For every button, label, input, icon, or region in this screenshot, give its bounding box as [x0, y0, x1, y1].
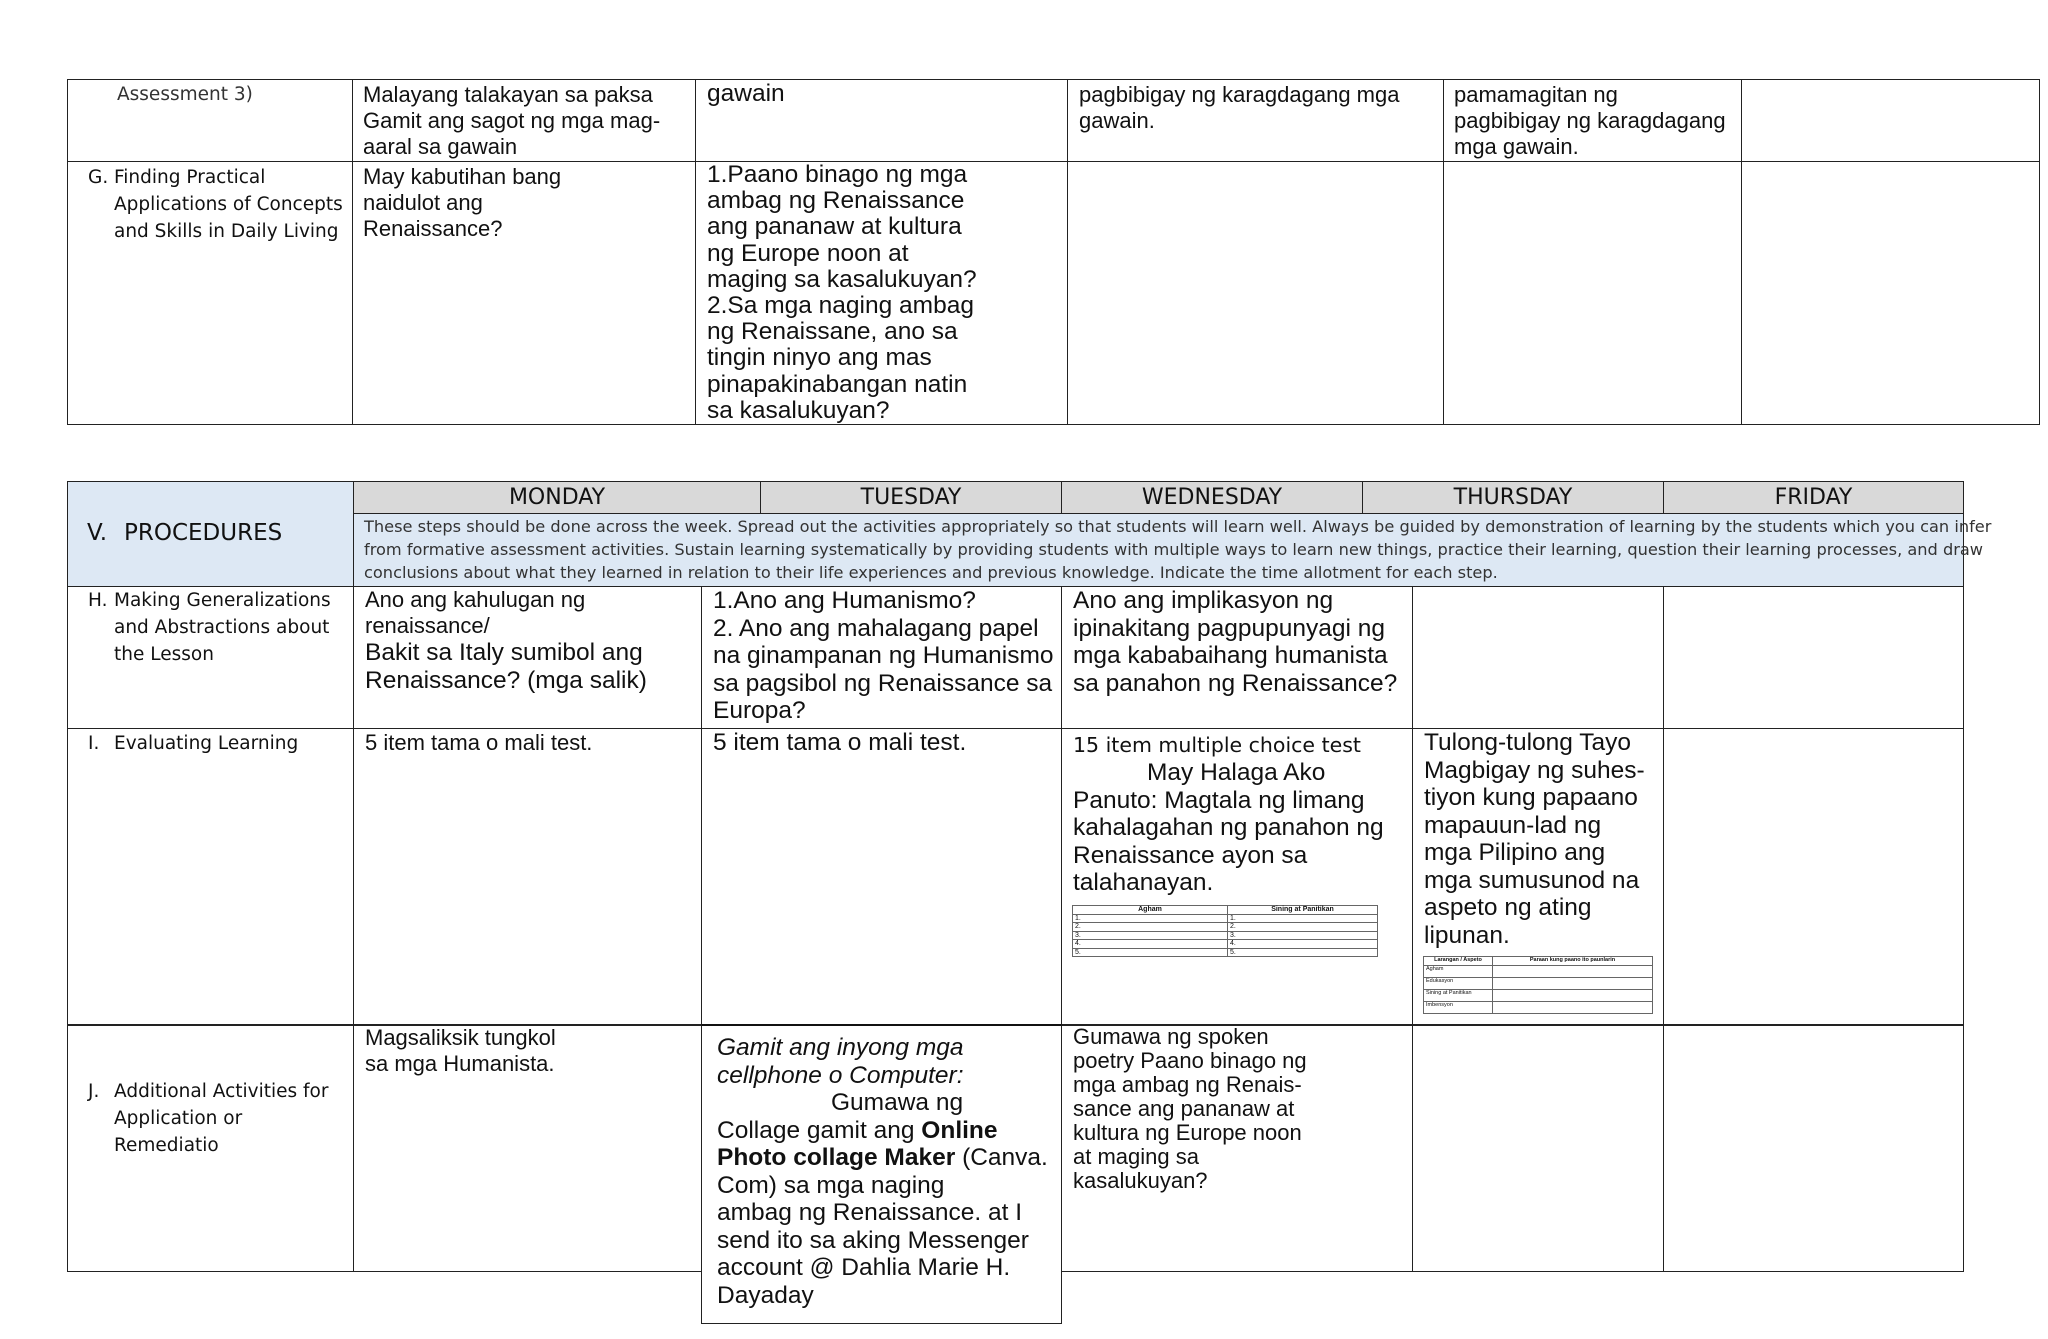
row-f-tuesday-cell	[696, 80, 1068, 162]
row-j-tuesday-line: Com) sa mga naging	[717, 1171, 945, 1199]
row-h-tuesday-line: 2. Ano ang mahalagang papel	[713, 614, 1039, 642]
row-j-wednesday-line: Gumawa ng spoken	[1073, 1024, 1269, 1049]
row-i-tuesday-text: 5 item tama o mali test.	[713, 729, 967, 756]
procedures-note-line: from formative assessment activities. Sustain learning systematically by providing students with multiple ways to learn new things, practice their learning, question their learning processes, and draw	[364, 540, 1984, 559]
row-g-tuesday-line: 2.Sa mga naging ambag	[707, 292, 974, 320]
row-j-wednesday-line: sance ang pananaw at	[1073, 1096, 1295, 1121]
mini-table-cell: 5.	[1228, 948, 1378, 957]
row-h-monday-large-line: Bakit sa Italy sumibol ang	[365, 639, 643, 666]
row-j-label-line: Additional Activities for	[114, 1081, 329, 1102]
row-j-letter: J.	[88, 1081, 100, 1102]
row-f-label-cell	[68, 80, 353, 162]
row-h-wednesday-line: mga kababaihang humanista	[1073, 642, 1388, 669]
top-lesson-table	[67, 79, 2040, 425]
row-j-tuesday-italic-line: Gamit ang inyong mga	[717, 1034, 964, 1061]
row-g-tuesday-line: ambag ng Renaissance	[707, 187, 965, 215]
row-j-wednesday-cell	[1061, 1024, 1413, 1272]
row-j-label-line: Remediatio	[114, 1135, 219, 1156]
row-h-tuesday-cell	[701, 586, 1062, 729]
row-f-thursday-cell	[1444, 80, 1742, 162]
row-g-tuesday-line: ng Renaissane, ano sa	[707, 318, 958, 346]
row-h-friday-cell	[1663, 586, 1964, 729]
row-i-thursday-line: mga Pilipino ang	[1424, 839, 1606, 866]
row-h-label-line: and Abstractions about	[114, 617, 330, 638]
row-g-label-line: and Skills in Daily Living	[114, 221, 339, 242]
row-h-label-line: Making Generalizations	[114, 590, 331, 611]
row-i-wednesday-title: May Halaga Ako	[1147, 759, 1326, 786]
row-j-tuesday-bold: Online	[921, 1116, 998, 1144]
row-i-tuesday-cell	[701, 728, 1062, 1026]
row-g-monday-line: May kabutihan bang	[363, 164, 562, 189]
row-i-wednesday-heading: 15 item multiple choice test	[1073, 733, 1361, 757]
row-j-friday-cell	[1663, 1024, 1964, 1272]
row-i-wednesday-body-line: talahanayan.	[1073, 869, 1214, 896]
row-g-tuesday-line: pinapakinabangan natin	[707, 370, 968, 398]
row-g-tuesday-line: maging sa kasalukuyan?	[707, 265, 977, 293]
row-j-tuesday-line: account @ Dahlia Marie H.	[717, 1254, 1011, 1281]
row-j-wednesday-line: kasalukuyan?	[1073, 1168, 1208, 1193]
row-j-tuesday-italic-line: cellphone o Computer:	[717, 1061, 964, 1089]
day-header-label: THURSDAY	[1453, 485, 1573, 510]
row-i-monday-cell	[353, 728, 702, 1026]
day-header-friday	[1663, 481, 1964, 514]
row-g-tuesday-line: tingin ninyo ang mas	[707, 344, 932, 372]
row-g-letter: G.	[88, 167, 109, 188]
mini-table-cell: 1.	[1073, 914, 1228, 923]
day-header-label: WEDNESDAY	[1141, 485, 1283, 510]
row-f-wednesday-line: pagbibigay ng karagdagang mga	[1079, 82, 1400, 107]
mini-table-cell: 5.	[1073, 948, 1228, 957]
row-j-monday-line: Magsaliksik tungkol	[365, 1025, 556, 1050]
row-g-tuesday-line: ang pananaw at kultura	[707, 213, 962, 241]
day-header-label: FRIDAY	[1774, 485, 1853, 510]
row-g-monday-cell	[353, 162, 696, 425]
row-i-wednesday-cell	[1061, 728, 1413, 1026]
row-j-tuesday-indent: Gumawa ng	[831, 1089, 964, 1116]
mini-table-cell: 2.	[1228, 923, 1378, 932]
day-header-thursday	[1362, 481, 1664, 514]
row-f-thursday-line: mga gawain.	[1454, 134, 1579, 159]
row-g-tuesday-line: 1.Paano binago ng mga	[707, 161, 968, 188]
row-h-tuesday-line: 1.Ano ang Humanismo?	[713, 587, 976, 614]
row-h-tuesday-line: Europa?	[713, 697, 806, 724]
row-j-wednesday-line: mga ambag ng Renais-	[1073, 1072, 1302, 1097]
row-f-monday-line: aaral sa gawain	[363, 134, 518, 159]
mini-table-cell	[1493, 1001, 1653, 1013]
row-i-letter: I.	[88, 733, 100, 754]
row-j-tuesday-cell	[701, 1024, 1062, 1324]
row-h-monday-small-line: renaissance/	[365, 613, 490, 638]
row-j-tuesday-bold: Photo collage Maker	[717, 1144, 956, 1171]
row-j-wednesday-line: kultura ng Europe noon	[1073, 1120, 1302, 1145]
row-h-monday-small-line: Ano ang kahulugan ng	[365, 587, 586, 612]
row-j-monday-cell	[353, 1024, 702, 1272]
row-j-tuesday-line: ambag ng Renaissance. at I	[717, 1199, 1023, 1226]
row-i-thursday-line: Tulong-tulong Tayo	[1424, 729, 1632, 756]
mini-table-cell	[1493, 965, 1653, 977]
day-header-label: MONDAY	[508, 485, 606, 510]
row-h-label-line: the Lesson	[114, 644, 214, 665]
row-h-tuesday-line: na ginampanan ng Humanismo	[713, 642, 1054, 669]
day-header-tuesday	[760, 481, 1062, 514]
procedures-note-line: These steps should be done across the week. Spread out the activities appropriately so that students will learn well. Always be guided by demonstration of learning by the students which you can infer	[364, 517, 1992, 536]
larangan-table	[1423, 956, 1653, 1014]
row-j-tuesday-after-bold: (Canva.	[955, 1144, 1048, 1171]
row-h-label-cell	[67, 586, 354, 729]
row-j-thursday-cell	[1412, 1024, 1664, 1272]
agham-sining-table	[1072, 905, 1378, 957]
row-g-tuesday-line: sa kasalukuyan?	[707, 396, 890, 424]
row-i-monday-text: 5 item tama o mali test.	[365, 730, 593, 755]
mini-table-cell: 1.	[1228, 914, 1378, 923]
mini-table-header: Sining at Panitikan	[1228, 906, 1378, 915]
row-h-monday-large-line: Renaissance? (mga salik)	[365, 666, 647, 694]
row-g-label-line: Finding Practical	[114, 167, 266, 188]
row-h-wednesday-line: Ano ang implikasyon ng	[1073, 587, 1334, 614]
row-f-monday-line: Gamit ang sagot ng mga mag-	[363, 108, 661, 133]
row-f-monday-line: Malayang talakayan sa paksa	[363, 82, 653, 107]
row-j-wednesday-line: poetry Paano binago ng	[1073, 1048, 1307, 1073]
mini-table-header: Agham	[1073, 906, 1228, 915]
mini-table-cell: 4.	[1073, 940, 1228, 949]
row-g-tuesday-cell	[696, 162, 1068, 425]
row-f-wednesday-cell	[1068, 80, 1444, 162]
mini-table-cell	[1493, 977, 1653, 989]
row-j-tuesday-collage-line	[717, 1117, 1061, 1145]
mini-table-header: Larangan / Aspeto	[1424, 957, 1493, 966]
mini-table-cell: 4.	[1228, 940, 1378, 949]
mini-table-cell: Agham	[1424, 965, 1493, 977]
row-j-tuesday-line: Dayaday	[717, 1281, 814, 1309]
mini-table-cell: Sining at Panitikan	[1424, 989, 1493, 1001]
row-i-thursday-line: mga sumusunod na	[1424, 866, 1640, 894]
procedures-header-cell	[67, 481, 354, 587]
row-i-friday-cell	[1663, 728, 1964, 1026]
row-h-tuesday-line: sa pagsibol ng Renaissance sa	[713, 669, 1053, 697]
row-i-wednesday-body-line: Renaissance ayon sa	[1073, 841, 1308, 869]
row-h-monday-cell	[353, 586, 702, 729]
row-j-label-cell	[67, 1024, 354, 1272]
row-i-label-line: Evaluating Learning	[114, 733, 299, 754]
row-j-monday-line: sa mga Humanista.	[365, 1051, 555, 1076]
row-j-tuesday-pre: Collage gamit ang	[717, 1116, 922, 1144]
row-g-friday-cell	[1742, 162, 2040, 425]
row-g-tuesday-line: ng Europe noon at	[707, 239, 909, 267]
row-j-tuesday-maker-line	[717, 1144, 1061, 1172]
row-g-thursday-cell	[1444, 162, 1742, 425]
procedures-section-title: PROCEDURES	[124, 520, 283, 546]
mini-table-cell	[1493, 989, 1653, 1001]
mini-table-cell: 3.	[1228, 931, 1378, 940]
mini-table-cell: Edukasyon	[1424, 977, 1493, 989]
procedures-section-number: V.	[87, 520, 108, 546]
row-g-wednesday-cell	[1068, 162, 1444, 425]
mini-table-cell: 2.	[1073, 923, 1228, 932]
row-g-monday-line: naidulot ang	[363, 190, 483, 215]
mini-table-cell: Imbensyon	[1424, 1001, 1493, 1013]
row-g-label-cell	[68, 162, 353, 425]
row-j-label-line: Application or	[114, 1108, 243, 1129]
procedures-table	[67, 481, 1992, 1309]
row-f-wednesday-line: gawain.	[1079, 108, 1155, 133]
row-h-wednesday-cell	[1061, 586, 1413, 729]
mini-table-cell: 3.	[1073, 931, 1228, 940]
row-h-letter: H.	[88, 590, 108, 611]
row-h-thursday-cell	[1412, 586, 1664, 729]
procedures-note-cell	[353, 513, 1992, 587]
row-f-thursday-line: pagbibigay ng karagdagang	[1454, 108, 1726, 133]
row-f-tuesday-text: gawain	[707, 80, 785, 107]
day-header-wednesday	[1061, 481, 1363, 514]
row-g-monday-line: Renaissance?	[363, 216, 503, 241]
row-i-thursday-line: Magbigay ng suhes-	[1424, 756, 1645, 784]
day-header-label: TUESDAY	[860, 485, 962, 510]
mini-table-header: Paraan kung paano ito paunlarin	[1493, 957, 1653, 966]
row-f-label: Assessment 3)	[117, 84, 253, 105]
row-f-monday-cell	[353, 80, 696, 162]
procedures-note-line: conclusions about what they learned in relation to their life experiences and previous knowledge. Indicate the time allotment for each step.	[364, 563, 1498, 582]
row-i-label-cell	[67, 728, 354, 1026]
row-f-thursday-line: pamamagitan ng	[1454, 82, 1618, 107]
row-g-label-line: Applications of Concepts	[114, 194, 343, 215]
row-i-wednesday-body-line: Panuto: Magtala ng limang	[1073, 786, 1365, 814]
row-i-thursday-line: tiyon kung papaano	[1424, 784, 1638, 811]
row-h-wednesday-line: ipinakitang pagpupunyagi ng	[1073, 614, 1385, 642]
row-f-friday-cell	[1742, 80, 2040, 162]
row-h-wednesday-line: sa panahon ng Renaissance?	[1073, 669, 1398, 697]
row-i-thursday-line: lipunan.	[1424, 921, 1510, 949]
day-header-monday	[353, 481, 761, 514]
row-i-thursday-line: mapauun-lad ng	[1424, 811, 1602, 839]
row-i-thursday-line: aspeto ng ating	[1424, 894, 1592, 921]
row-i-wednesday-body-line: kahalagahan ng panahon ng	[1073, 814, 1384, 841]
row-i-thursday-cell	[1412, 728, 1664, 1026]
row-j-wednesday-line: at maging sa	[1073, 1144, 1199, 1169]
row-j-tuesday-line: send ito sa aking Messenger	[717, 1226, 1029, 1254]
